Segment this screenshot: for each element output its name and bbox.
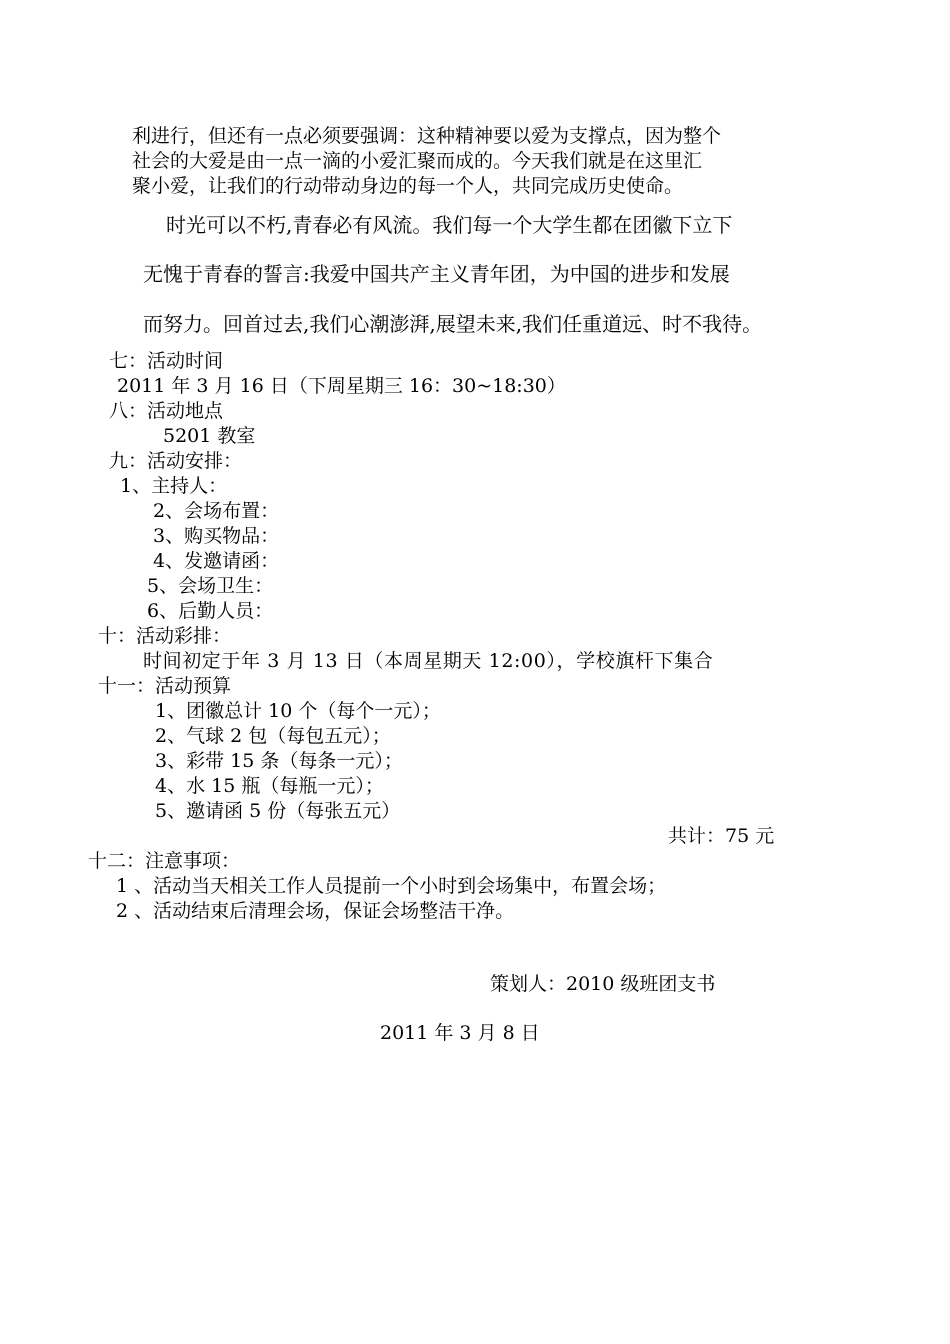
intro-line-2: 社会的大爱是由一点一滴的小爱汇聚而成的。今天我们就是在这里汇 xyxy=(132,150,703,172)
arrangement-item: 1、主持人： xyxy=(120,475,228,497)
arrangement-item: 5、会场卫生： xyxy=(147,575,274,597)
arrangement-item: 4、发邀请函： xyxy=(153,550,280,572)
section-rehearsal-heading: 十：活动彩排： xyxy=(98,625,232,647)
budget-total: 共计：75 元 xyxy=(668,825,775,847)
section-place-value: 5201 教室 xyxy=(163,425,256,447)
arrangement-item: 6、后勤人员： xyxy=(147,600,274,622)
arrangement-item: 3、购买物品： xyxy=(153,525,280,547)
budget-item: 3、彩带 15 条（每条一元）； xyxy=(155,750,403,772)
section-time-value: 2011 年 3 月 16 日（下周星期三 16：30~18:30） xyxy=(117,375,566,397)
section-arrangement-heading: 九：活动安排： xyxy=(109,450,243,472)
note-item: 1 、活动当天相关工作人员提前一个小时到会场集中，布置会场； xyxy=(116,875,667,897)
section-budget-heading: 十一：活动预算 xyxy=(98,675,232,697)
section-notes-heading: 十二：注意事项： xyxy=(88,850,241,872)
section-rehearsal-value: 时间初定于年 3 月 13 日（本周星期天 12:00），学校旗杆下集合 xyxy=(143,650,714,672)
pledge-line-2: 无愧于青春的誓言:我爱中国共产主义青年团，为中国的进步和发展 xyxy=(143,262,730,286)
intro-line-3: 聚小爱，让我们的行动带动身边的每一个人，共同完成历史使命。 xyxy=(132,175,684,197)
section-place-heading: 八：活动地点 xyxy=(109,400,224,422)
budget-item: 5、邀请函 5 份（每张五元） xyxy=(155,800,401,822)
pledge-line-1: 时光可以不朽,青春必有风流。我们每一个大学生都在团徽下立下 xyxy=(166,213,733,237)
document-date: 2011 年 3 月 8 日 xyxy=(380,1022,540,1044)
budget-item: 1、团徽总计 10 个（每个一元）； xyxy=(155,700,441,722)
budget-item: 4、水 15 瓶（每瓶一元）； xyxy=(155,775,384,797)
note-item: 2 、活动结束后清理会场，保证会场整洁干净。 xyxy=(116,900,515,922)
budget-item: 2、气球 2 包（每包五元）； xyxy=(155,725,391,747)
section-time-heading: 七：活动时间 xyxy=(109,350,224,372)
arrangement-item: 2、会场布置： xyxy=(153,500,280,522)
pledge-line-3: 而努力。回首过去,我们心潮澎湃,展望未来,我们任重道远、时不我待。 xyxy=(143,312,763,336)
intro-line-1: 利进行，但还有一点必须要强调：这种精神要以爱为支撑点，因为整个 xyxy=(132,125,722,147)
planner-signature: 策划人：2010 级班团支书 xyxy=(490,973,716,995)
